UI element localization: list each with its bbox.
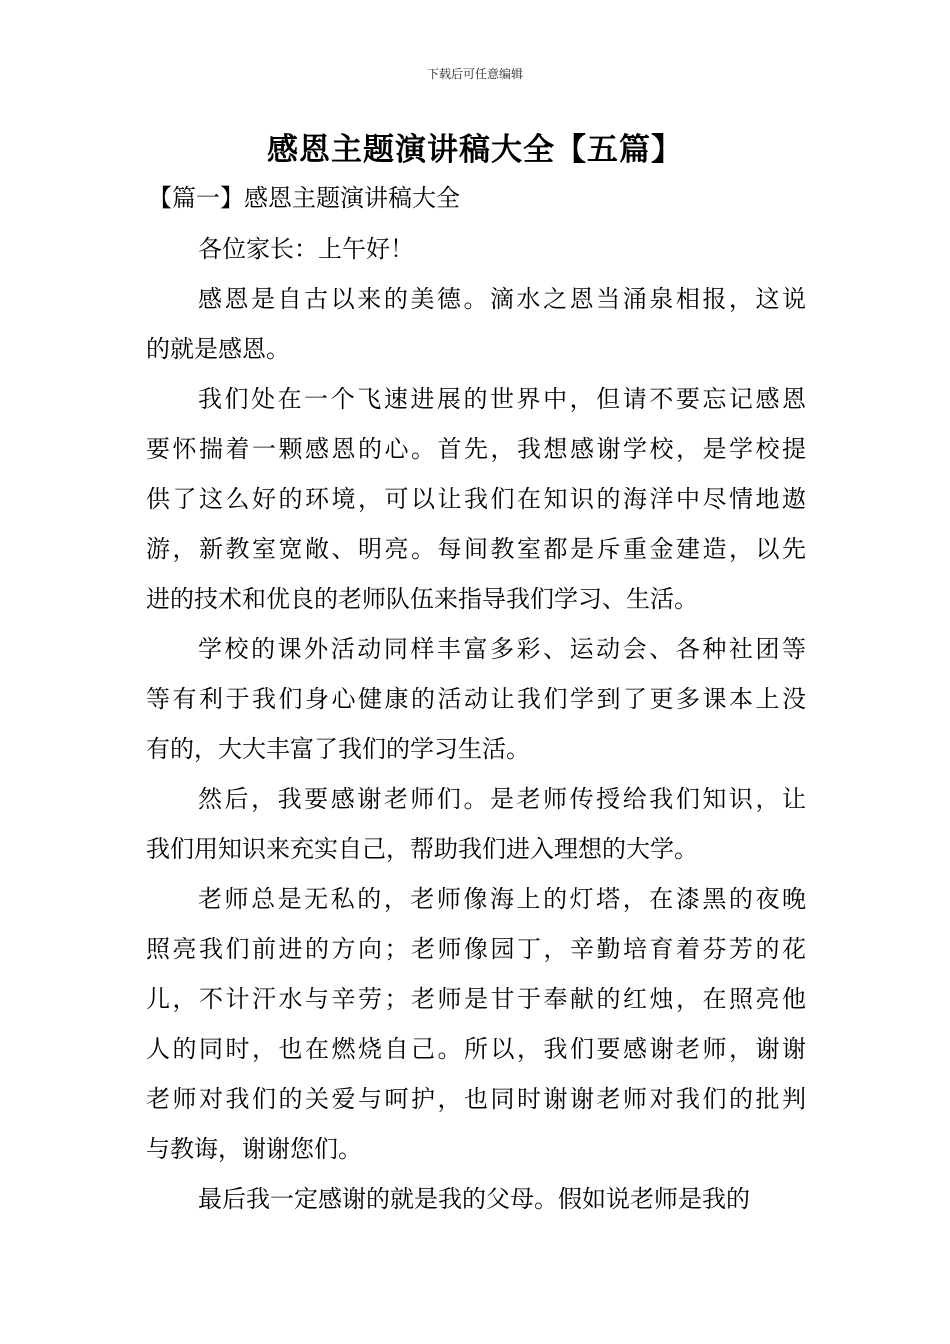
paragraph	[146, 624, 806, 774]
paragraph-line: 要怀揣着一颗感恩的心。首先，我想感谢学校，是学校提	[146, 435, 806, 463]
paragraph-line: 各位家长：上午好！	[198, 235, 414, 263]
paragraph-line: 游，新教室宽敞、明亮。每间教室都是斥重金建造，以先	[146, 535, 806, 563]
paragraph-line: 照亮我们前进的方向；老师像园丁，辛勤培育着芬芳的花	[146, 935, 806, 963]
paragraph-line: 学校的课外活动同样丰富多彩、运动会、各种社团等	[198, 635, 806, 663]
paragraph-line: 最后我一定感谢的就是我的父母。假如说老师是我的	[198, 1185, 750, 1213]
paragraph-line: 与教诲，谢谢您们。	[146, 1135, 362, 1163]
paragraph-line: 有的，大大丰富了我们的学习生活。	[146, 735, 530, 763]
paragraph-line: 儿，不计汗水与辛劳；老师是甘于奉献的红烛，在照亮他	[146, 985, 806, 1013]
paragraph-line: 等有利于我们身心健康的活动让我们学到了更多课本上没	[146, 685, 806, 713]
paragraph	[146, 224, 806, 274]
section-heading: 【篇一】感恩主题演讲稿大全	[148, 184, 460, 212]
document-title: 感恩主题演讲稿大全【五篇】	[267, 132, 683, 168]
paragraph	[146, 274, 806, 374]
header-note: 下载后可任意编辑	[426, 67, 523, 81]
paragraph-line: 我们用知识来充实自己，帮助我们进入理想的大学。	[146, 835, 698, 863]
body-text	[146, 224, 806, 1224]
paragraph-line: 我们处在一个飞速进展的世界中，但请不要忘记感恩	[198, 385, 806, 413]
paragraph-line: 的就是感恩。	[146, 335, 290, 363]
paragraph-line: 感恩是自古以来的美德。滴水之恩当涌泉相报，这说	[198, 285, 806, 313]
paragraph	[146, 874, 806, 1174]
paragraph-line: 然后，我要感谢老师们。是老师传授给我们知识，让	[198, 785, 806, 813]
paragraph	[146, 1174, 806, 1224]
paragraph-line: 人的同时，也在燃烧自己。所以，我们要感谢老师，谢谢	[146, 1035, 806, 1063]
paragraph	[146, 374, 806, 624]
paragraph-line: 进的技术和优良的老师队伍来指导我们学习、生活。	[146, 585, 698, 613]
paragraph-line: 供了这么好的环境，可以让我们在知识的海洋中尽情地遨	[146, 485, 806, 513]
paragraph	[146, 774, 806, 874]
paragraph-line: 老师总是无私的，老师像海上的灯塔，在漆黑的夜晚	[198, 885, 806, 913]
paragraph-line: 老师对我们的关爱与呵护，也同时谢谢老师对我们的批判	[146, 1085, 806, 1113]
